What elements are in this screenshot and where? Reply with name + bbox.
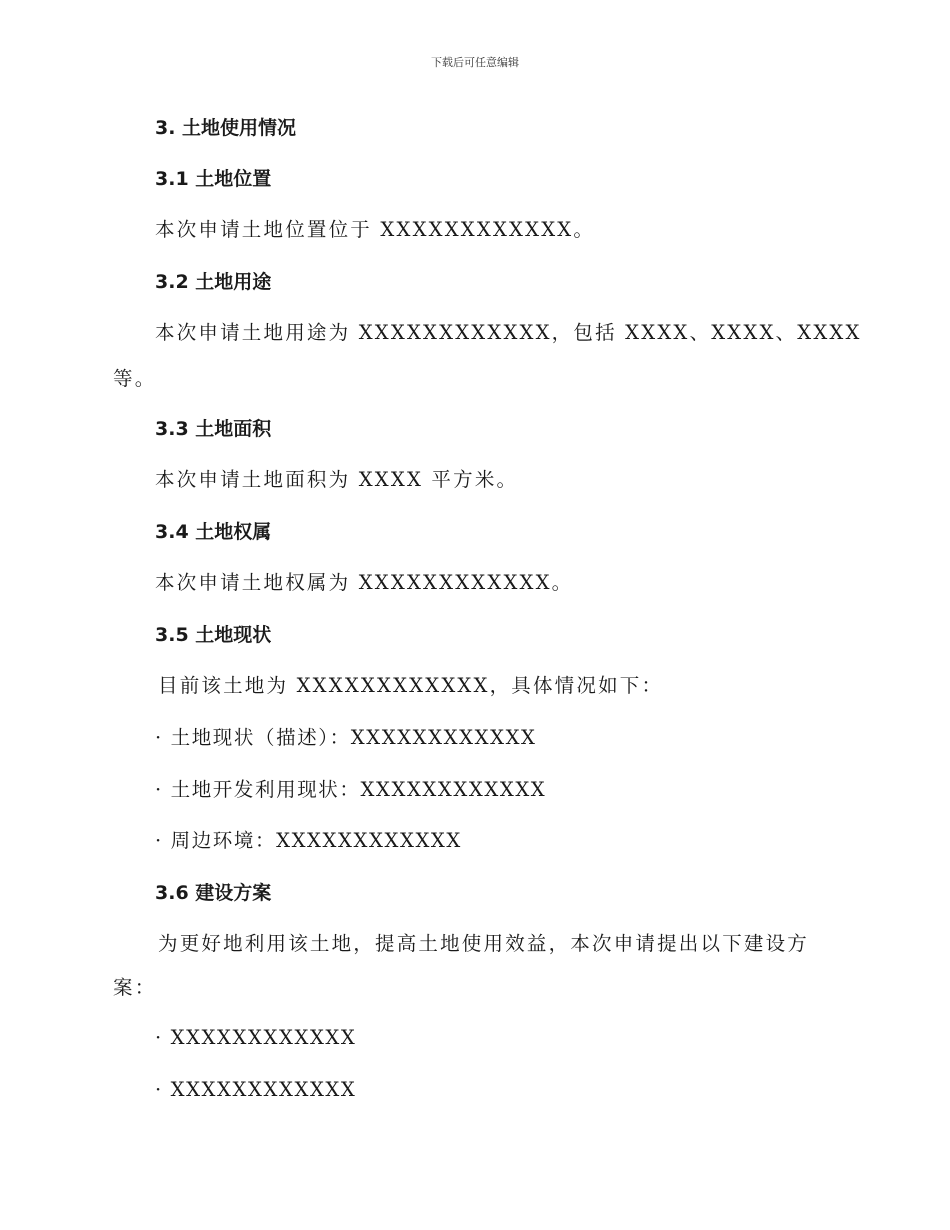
section-3-6-heading: 3.6 建设方案 xyxy=(155,882,272,904)
list-item: · XXXXXXXXXXXX xyxy=(155,1026,357,1049)
section-3-3-text: 本次申请土地面积为 XXXX 平方米。 xyxy=(155,468,519,491)
list-item: · XXXXXXXXXXXX xyxy=(155,1078,357,1101)
section-3-5-heading: 3.5 土地现状 xyxy=(155,624,272,646)
section-3-2-text-line1: 本次申请土地用途为 XXXXXXXXXXXX，包括 XXXX、XXXX、XXXX xyxy=(155,321,862,344)
section-3-6-text-line2: 案： xyxy=(113,976,157,999)
section-3-1-text: 本次申请土地位置位于 XXXXXXXXXXXX。 xyxy=(155,218,596,241)
section-3-1-heading: 3.1 土地位置 xyxy=(155,168,272,190)
list-item: · 土地现状（描述）：XXXXXXXXXXXX xyxy=(155,726,537,749)
section-3-4-text: 本次申请土地权属为 XXXXXXXXXXXX。 xyxy=(155,571,574,594)
section-3-5-text: 目前该土地为 XXXXXXXXXXXX，具体情况如下： xyxy=(158,674,664,697)
section-3-3-heading: 3.3 土地面积 xyxy=(155,418,272,440)
page-header: 下载后可任意编辑 xyxy=(431,56,519,69)
list-item: · 周边环境：XXXXXXXXXXXX xyxy=(155,829,462,852)
section-3-4-heading: 3.4 土地权属 xyxy=(155,521,272,543)
section-3-2-text-line2: 等。 xyxy=(113,367,157,390)
list-item: · 土地开发利用现状：XXXXXXXXXXXX xyxy=(155,778,547,801)
section-3-2-heading: 3.2 土地用途 xyxy=(155,271,272,293)
section-3-heading: 3. 土地使用情况 xyxy=(155,117,297,139)
section-3-6-text-line1: 为更好地利用该土地，提高土地使用效益，本次申请提出以下建设方 xyxy=(158,932,810,955)
